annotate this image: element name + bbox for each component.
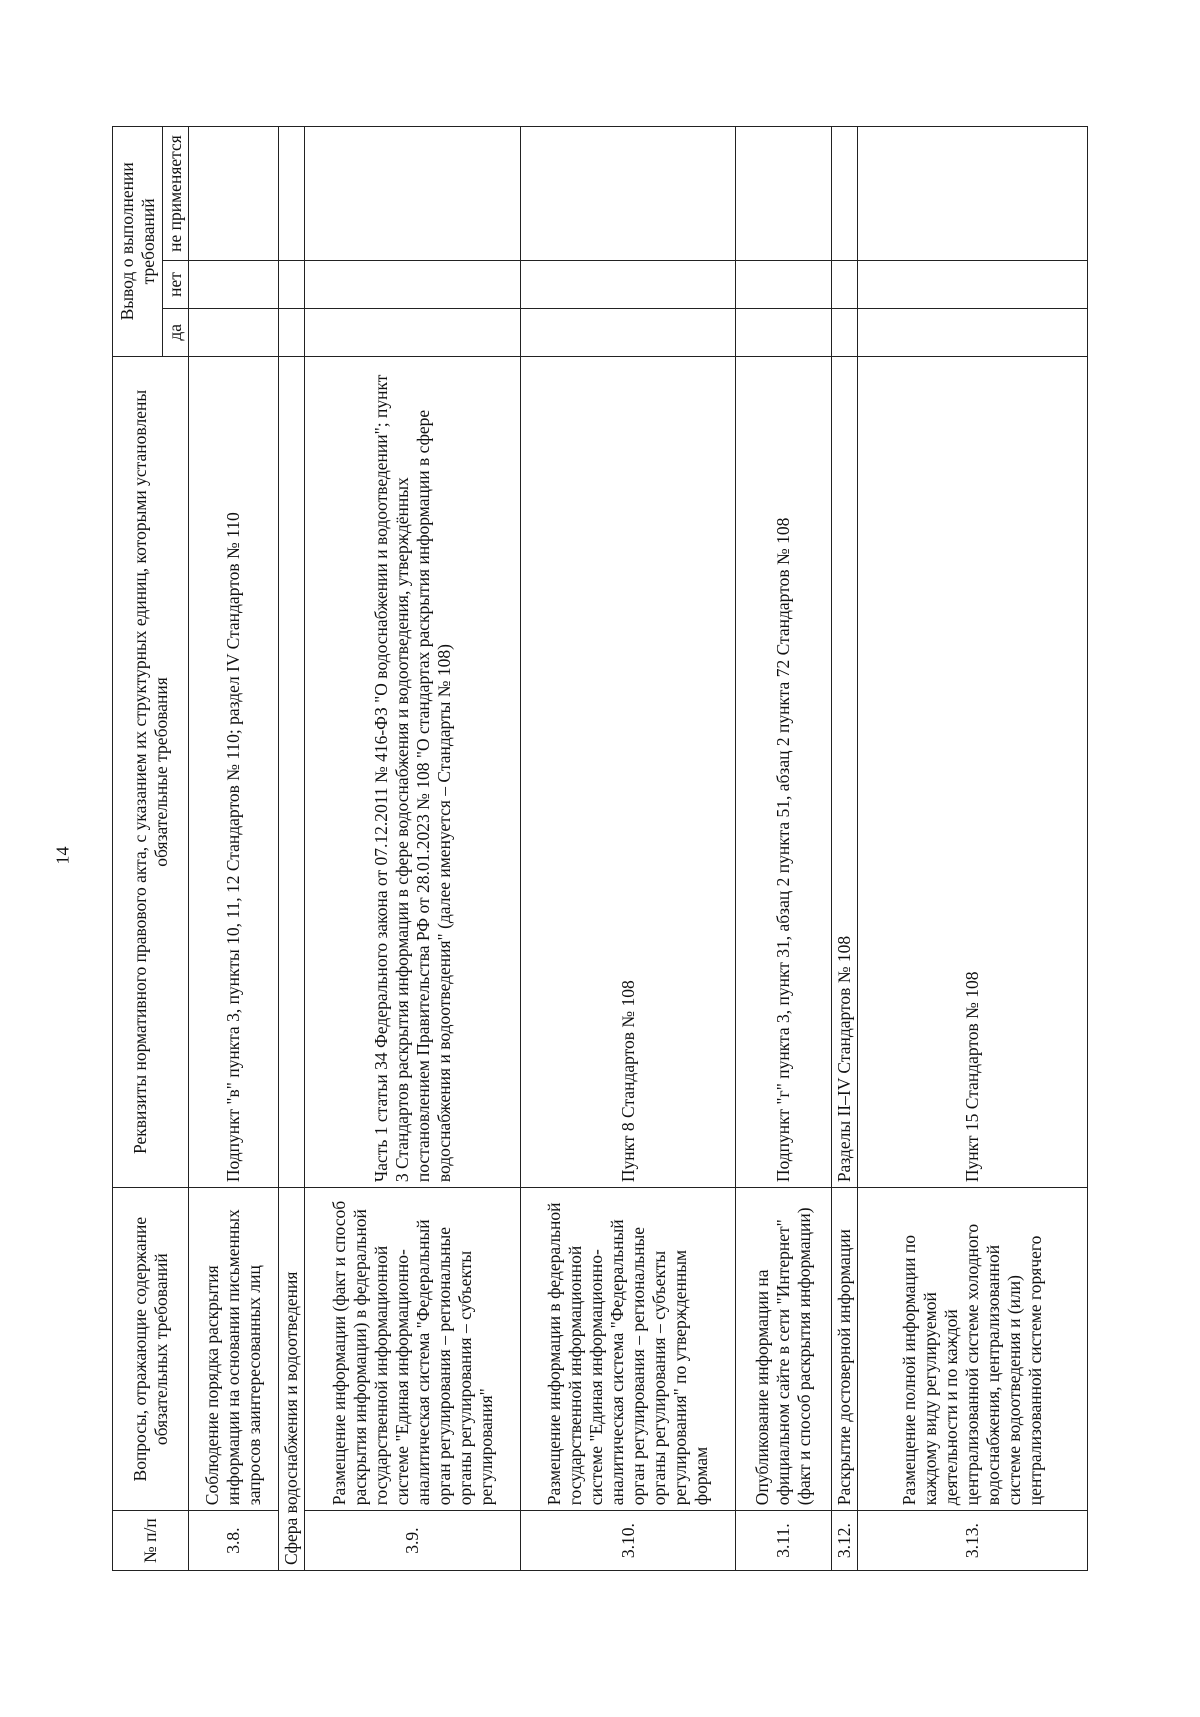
mark-no-cell xyxy=(858,261,1088,309)
table-row xyxy=(858,127,1088,1571)
mark-na-cell xyxy=(189,127,279,261)
mark-yes-cell xyxy=(832,308,858,356)
section-row xyxy=(279,127,305,1571)
mark-no-cell xyxy=(521,261,736,309)
question-cell: Размещение информации (факт и способ раскрытия информации) в федеральной государственной информационной системе "Единая информационно-аналитическая система "Федеральный орган регулирования – региональные органы регулирования – субъекты регулирования" xyxy=(305,1188,521,1511)
question-cell: Размещение полной информации по каждому виду регулируемой деятельности и по каждой централизованной системе холодного водоснабжения, централизованной системе водоотведения и (или) централизованной системе горячего xyxy=(858,1188,1088,1511)
mark-na-cell xyxy=(521,127,736,261)
row-number: 3.11. xyxy=(736,1511,832,1571)
table-row xyxy=(832,127,858,1571)
header-questions: Вопросы, отражающие содержание обязательных требований xyxy=(113,1188,189,1511)
row-number: 3.8. xyxy=(189,1511,279,1571)
table-row xyxy=(305,127,521,1571)
row-number: 3.13. xyxy=(858,1511,1088,1571)
requirements-table xyxy=(112,126,1088,1571)
mark-yes-cell xyxy=(521,308,736,356)
header-no: нет xyxy=(163,261,189,309)
requisite-cell: Пункт 8 Стандартов № 108 xyxy=(521,356,736,1187)
row-number: 3.10. xyxy=(521,1511,736,1571)
rotated-table-wrapper xyxy=(112,126,1090,1571)
header-num: № п/п xyxy=(113,1511,189,1571)
table-row xyxy=(521,127,736,1571)
header-na: не применяется xyxy=(163,127,189,261)
page-number: 14 xyxy=(52,846,73,865)
mark-yes-cell xyxy=(305,308,521,356)
header-yes: да xyxy=(163,308,189,356)
requisite-cell: Разделы II–IV Стандартов № 108 xyxy=(832,356,858,1187)
row-number: 3.12. xyxy=(832,1511,858,1571)
mark-yes-cell xyxy=(858,308,1088,356)
header-conclusion: Вывод о выполнении требований xyxy=(113,127,163,357)
mark-yes-cell xyxy=(736,308,832,356)
header-requisites: Реквизиты нормативного правового акта, с указанием их структурных единиц, которыми установлены обязательные требования xyxy=(113,356,189,1187)
mark-yes-cell xyxy=(189,308,279,356)
mark-na-cell xyxy=(858,127,1088,261)
question-cell: Соблюдение порядка раскрытия информации на основании письменных запросов заинтересованных лиц xyxy=(189,1188,279,1511)
section-title: Сфера водоснабжения и водоотведения xyxy=(279,1188,305,1571)
mark-na-cell xyxy=(832,127,858,261)
requisite-cell: Подпункт "г" пункта 3, пункт 31, абзац 2 пункта 51, абзац 2 пункта 72 Стандартов № 108 xyxy=(736,356,832,1187)
section-empty-cell xyxy=(279,356,305,1187)
row-number: 3.9. xyxy=(305,1511,521,1571)
requisite-cell: Часть 1 статьи 34 Федерального закона от 07.12.2011 № 416-ФЗ "О водоснабжении и водоотведении"; пункт 3 Стандартов раскрытия информации в сфере водоснабжения и водоотведения, утверждённых постановлением Правительства РФ от 28.01.2023 № 108 "О стандартах раскрытия информации в сфере водоснабжения и водоотведения" (далее именуется – Стандарты № 108) xyxy=(305,356,521,1187)
question-cell: Размещение информации в федеральной государственной информационной системе "Единая информационно-аналитическая система "Федеральный орган регулирования – региональные органы регулирования – субъекты регулирования" по утвержденным формам xyxy=(521,1188,736,1511)
section-empty-cell xyxy=(279,308,305,356)
question-cell: Раскрытие достоверной информации xyxy=(832,1188,858,1511)
mark-no-cell xyxy=(189,261,279,309)
table-row xyxy=(189,127,279,1571)
table-row xyxy=(736,127,832,1571)
mark-na-cell xyxy=(736,127,832,261)
requisite-cell: Подпункт "в" пункта 3, пункты 10, 11, 12 Стандартов № 110; раздел IV Стандартов № 110 xyxy=(189,356,279,1187)
mark-no-cell xyxy=(832,261,858,309)
mark-na-cell xyxy=(305,127,521,261)
mark-no-cell xyxy=(305,261,521,309)
mark-no-cell xyxy=(736,261,832,309)
section-empty-cell xyxy=(279,127,305,261)
section-empty-cell xyxy=(279,261,305,309)
question-cell: Опубликование информации на официальном сайте в сети "Интернет" (факт и способ раскрытия информации) xyxy=(736,1188,832,1511)
requisite-cell: Пункт 15 Стандартов № 108 xyxy=(858,356,1088,1187)
